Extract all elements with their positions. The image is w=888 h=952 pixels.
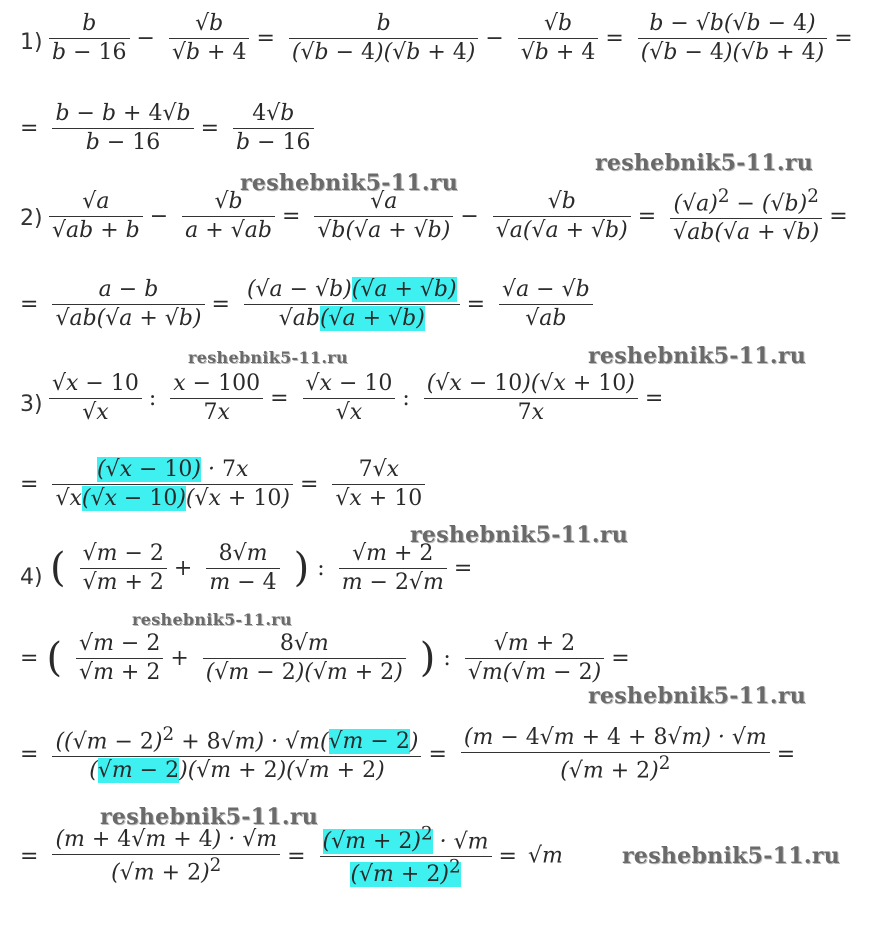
problem-4-line-1: ( $\frac{√m - 2}{√m + 2}$ + $\frac{8√m}{m - 4}$ ) : $\frac{√m + 2}{m - 2√m}$ = [50, 541, 473, 595]
problem-3-label: 3) [20, 392, 43, 417]
watermark: reshebnik5-11.ru [588, 343, 807, 369]
watermark: reshebnik5-11.ru [188, 348, 348, 367]
problem-4-line-2: = ( $\frac{√m - 2}{√m + 2}$ + $\frac{8√m}{(√m - 2)(√m + 2)}$ ) : $\frac{√m + 2}{√m(√m - 2)}$ = [20, 631, 630, 685]
problem-1-line-2: = $\frac{b - b + 4√b}{b - 16}$ = $\frac{4√b}{b - 16}$ [16, 100, 317, 156]
problem-3-line-2: = $\frac{(√x - 10) \cdot 7x}{√x(√x - 10)(√x + 10)}$ = $\frac{7√x}{√x + 10}$ [16, 456, 428, 512]
problem-1-label: 1) [20, 30, 43, 55]
problem-2-line-1: $\frac{√a}{√ab + b}$ − $\frac{√b}{a + √ab}$ = $\frac{√a}{√b(√a + √b)}$ − $\frac{√b}{√a(√a + √b)}$ = $\frac{(√a)^2 - (√b)^2}{√ab(√a + √b)}$ = [46, 186, 852, 246]
watermark: reshebnik5-11.ru [588, 683, 807, 709]
watermark: reshebnik5-11.ru [132, 610, 292, 629]
problem-3-line-1: $\frac{√x - 10}{√x}$ : $\frac{x - 100}{7x}$ = $\frac{√x - 10}{√x}$ : $\frac{(√x - 10)(√x + 10)}{7x}$ = [46, 370, 667, 426]
watermark: reshebnik5-11.ru [410, 522, 629, 548]
problem-4-line-3: = $\frac{((√m - 2)^2 + 8√m) \cdot √m(√m - 2)}{(√m - 2)(√m + 2)(√m + 2)}$ = $\frac{(m - 4√m + 4 + 8√m) \cdot √m}{(√m + 2)^2}$ = [20, 724, 796, 783]
problem-4-label: 4) [20, 565, 43, 590]
problem-1-line-1: $\frac{b}{b - 16}$ − $\frac{√b}{√b + 4}$ = $\frac{b}{(√b - 4)(√b + 4)}$ − $\frac{√b}{√b + 4}$ = $\frac{b - √b(√b - 4)}{(√b - 4)(√b + 4)}$ = [46, 10, 857, 66]
problem-2-label: 2) [20, 206, 43, 231]
problem-4-line-4: = $\frac{(m + 4√m + 4) \cdot √m}{(√m + 2)^2}$ = $\frac{(√m + 2)^2 \cdot √m}{(√m + 2)^2}$ = √m [20, 824, 563, 888]
watermark: reshebnik5-11.ru [240, 170, 459, 196]
watermark: reshebnik5-11.ru [595, 150, 814, 176]
problem-2-line-2: = $\frac{a - b}{√ab(√a + √b)}$ = $\frac{(√a - √b)(√a + √b)}{√ab(√a + √b)}$ = $\frac{√a - √b}{√ab}$ [16, 276, 596, 332]
watermark: reshebnik5-11.ru [622, 843, 841, 869]
watermark: reshebnik5-11.ru [100, 804, 319, 830]
